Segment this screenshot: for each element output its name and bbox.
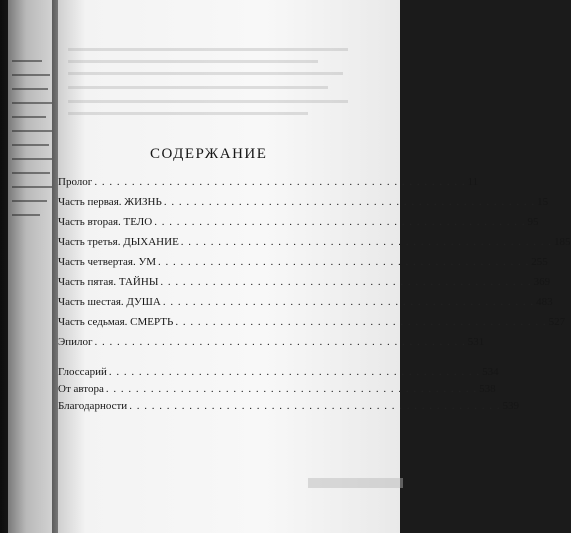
dot-leader: . . . . . . . . . . . . . . . . . . . . . . . . . . . . . . . . . . . . . . . . . . . . . . . . . . [129, 400, 501, 412]
dot-leader: . . . . . . . . . . . . . . . . . . . . . . . . . . . . . . . . . . . . . . . . . . . . . . . . . . [94, 336, 466, 348]
previous-page-text-line [12, 200, 47, 202]
dot-leader: . . . . . . . . . . . . . . . . . . . . . . . . . . . . . . . . . . . . . . . . . . . . . . . . . . [175, 316, 547, 328]
previous-page-text-line [12, 172, 50, 174]
toc-entry-page: 534 [482, 366, 499, 378]
toc-entry-page: 95 [527, 216, 539, 228]
toc-entry-page: 15 [537, 196, 549, 208]
toc-entry-part-7[interactable] [58, 316, 566, 329]
show-through-line [68, 48, 348, 51]
toc-entry-label: Эпилог [58, 336, 93, 348]
toc-entry-label: Часть первая. ЖИЗНЬ [58, 196, 162, 208]
previous-page-text-line [12, 116, 46, 118]
toc-entry-part-4[interactable] [58, 256, 548, 269]
toc-list [58, 168, 571, 413]
show-through-line [68, 60, 318, 63]
show-through-line [68, 100, 348, 103]
dot-leader: . . . . . . . . . . . . . . . . . . . . . . . . . . . . . . . . . . . . . . . . . . . . . . . . . . [180, 236, 553, 248]
toc-entry-label: Часть седьмая. СМЕРТЬ [58, 316, 174, 328]
toc-entry-page: 255 [531, 256, 548, 268]
show-through-heading [308, 478, 403, 488]
previous-page-text-line [12, 102, 52, 104]
toc-entry-page: 11 [467, 176, 479, 188]
toc-entry-page: 527 [548, 316, 566, 328]
dot-leader: . . . . . . . . . . . . . . . . . . . . . . . . . . . . . . . . . . . . . . . . . . . . . . . . . . [94, 176, 466, 188]
toc-entry-epilogue[interactable] [58, 336, 485, 349]
toc-entry-part-1[interactable] [58, 196, 549, 209]
toc-entry-acknowledgements[interactable] [58, 400, 519, 413]
dot-leader: . . . . . . . . . . . . . . . . . . . . . . . . . . . . . . . . . . . . . . . . . . . . . . . . . . [160, 276, 532, 288]
previous-page-text-line [12, 74, 50, 76]
previous-page-text-line [12, 130, 52, 132]
toc-entry-label: Глоссарий [58, 366, 107, 378]
dot-leader: . . . . . . . . . . . . . . . . . . . . . . . . . . . . . . . . . . . . . . . . . . . . . . . . . . [162, 296, 535, 308]
show-through-line [68, 112, 308, 115]
toc-entry-page: 483 [536, 296, 553, 308]
toc-entry-part-3[interactable] [58, 236, 571, 249]
toc-entry-label: Часть третья. ДЫХАНИЕ [58, 236, 179, 248]
show-through-line [68, 86, 328, 89]
toc-entry-label: Часть пятая. ТАЙНЫ [58, 276, 159, 288]
previous-page-text-line [12, 214, 40, 216]
toc-entry-label: Пролог [58, 176, 93, 188]
toc-title: СОДЕРЖАНИЕ [150, 146, 268, 162]
previous-page-text-line [12, 186, 52, 188]
previous-page-text-line [12, 158, 52, 160]
dot-leader: . . . . . . . . . . . . . . . . . . . . . . . . . . . . . . . . . . . . . . . . . . . . . . . . . . [158, 256, 530, 268]
dot-leader: . . . . . . . . . . . . . . . . . . . . . . . . . . . . . . . . . . . . . . . . . . . . . . . . . . [154, 216, 526, 228]
toc-entry-label: Часть вторая. ТЕЛО [58, 216, 153, 228]
toc-entry-label: От автора [58, 383, 104, 395]
toc-entry-part-2[interactable] [58, 216, 539, 229]
show-through-line [68, 72, 343, 75]
previous-page-text-line [12, 60, 42, 62]
toc-entry-label: Благодарности [58, 400, 128, 412]
toc-entry-label: Часть четвертая. УМ [58, 256, 157, 268]
previous-page-text-line [12, 88, 48, 90]
toc-entry-page: 185 [554, 236, 571, 248]
toc-entry-part-5[interactable] [58, 276, 551, 289]
toc-entry-prologue[interactable] [58, 176, 479, 189]
toc-entry-page: 539 [502, 400, 519, 412]
toc-entry-part-6[interactable] [58, 296, 553, 309]
dot-leader: . . . . . . . . . . . . . . . . . . . . . . . . . . . . . . . . . . . . . . . . . . . . . . . . . . [108, 366, 481, 378]
previous-page-text-line [12, 144, 49, 146]
dot-leader: . . . . . . . . . . . . . . . . . . . . . . . . . . . . . . . . . . . . . . . . . . . . . . . . . . [105, 383, 478, 395]
toc-entry-page: 531 [467, 336, 485, 348]
toc-entry-page: 369 [533, 276, 551, 288]
toc-entry-author-note[interactable] [58, 383, 496, 396]
toc-entry-glossary[interactable] [58, 366, 499, 379]
dot-leader: . . . . . . . . . . . . . . . . . . . . . . . . . . . . . . . . . . . . . . . . . . . . . . . . . . [163, 196, 536, 208]
toc-entry-page: 538 [479, 383, 496, 395]
toc-entry-label: Часть шестая. ДУША [58, 296, 161, 308]
